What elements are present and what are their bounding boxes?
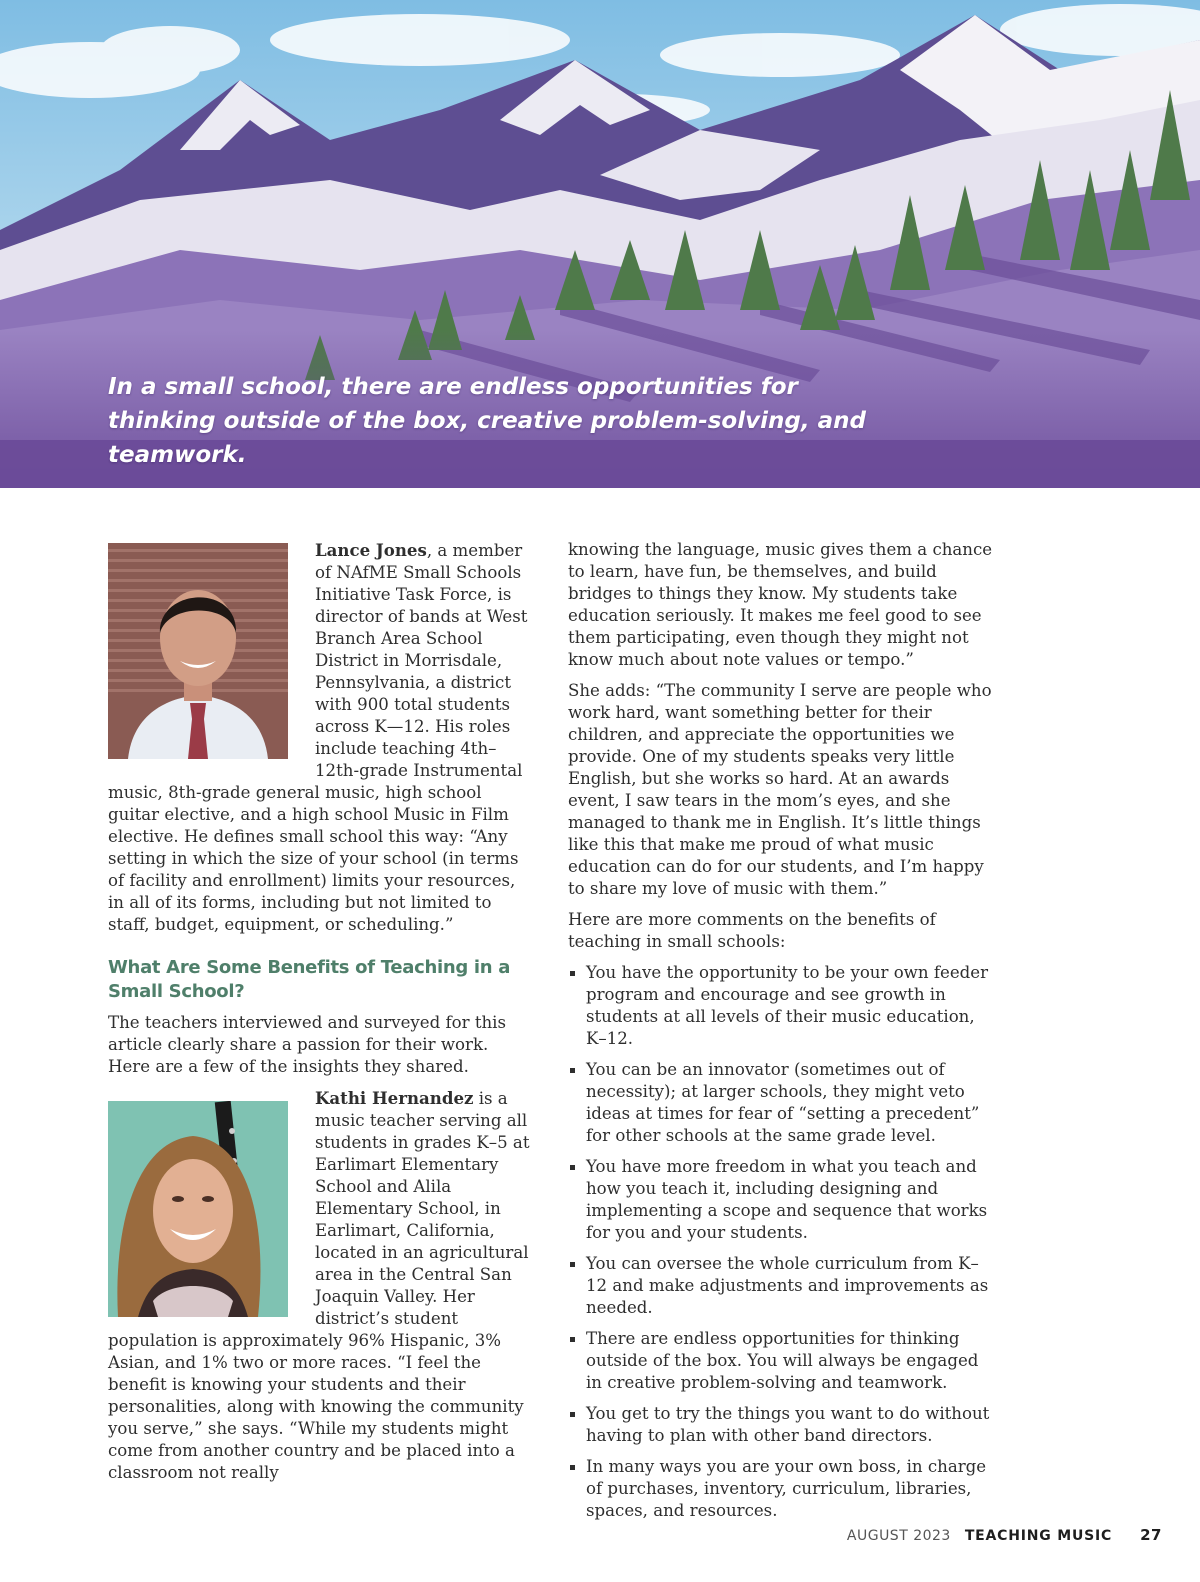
portrait-man-image xyxy=(108,543,288,759)
hero-illustration xyxy=(0,0,1200,488)
page-footer xyxy=(847,1526,1162,1544)
section-heading: What Are Some Benefits of Teaching in a Small School? xyxy=(108,957,511,1002)
list-item: You can be an innovator (sometimes out of necessity); at larger schools, they might veto ideas at times for fear of “setting a precedent” for other schools at the same grade level. xyxy=(568,1059,996,1147)
continuation-paragraph: knowing the language, music gives them a chance to learn, have fun, be themselves, and build bridges to things they know. My students take education seriously. It makes me feel good to see them participating, even though they might not know much about note values or tempo.” xyxy=(568,540,993,669)
bio-text-kathi-hernandez: is a music teacher serving all students in grades K–5 at Earlimart Elementary School and Alila Elementary School, in Earlimart, California, located in an agricultural area in the Central San Joaquin Valley. Her district’s student population is approximately 96% Hispanic, 3% Asian, and 1% two or more races. “I feel the benefit is knowing your students and their personalities, along with knowing the community you serve,” she says. “While my students might come from another country and be placed into a classroom not really xyxy=(108,1089,530,1482)
bio-name-lance-jones: Lance Jones xyxy=(315,540,427,560)
pull-quote: In a small school, there are endless opportunities for thinking outside of the box, creative problem-solving, and teamwork. xyxy=(108,374,866,468)
kathi-hernandez-photo xyxy=(108,1101,288,1317)
list-item: There are endless opportunities for thinking outside of the box. You will always be engaged in creative problem-solving and teamwork. xyxy=(568,1328,996,1394)
quote-paragraph: She adds: “The community I serve are people who work hard, want something better for their children, and appreciate the opportunities we provide. One of my students speaks very little English, but she works so hard. At an awards event, I saw tears in the mom’s eyes, and she managed to thank me in English. It’s little things like this that make me proud of what music education can do for our students, and I’m happy to share my love of music with them.” xyxy=(568,681,992,898)
intro-paragraph: The teachers interviewed and surveyed for this article clearly share a passion for their work. Here are a few of the insights they shared. xyxy=(108,1013,507,1076)
list-item: You can oversee the whole curriculum from K–12 and make adjustments and improvements as needed. xyxy=(568,1253,996,1319)
list-item: You get to try the things you want to do without having to plan with other band directors. xyxy=(568,1403,996,1447)
issue-date: AUGUST 2023 xyxy=(846,1528,951,1544)
portrait-woman-image xyxy=(108,1101,288,1317)
magazine-name: TEACHING MUSIC xyxy=(964,1528,1113,1544)
benefits-list xyxy=(568,962,996,1522)
list-item: You have more freedom in what you teach and how you teach it, including designing and implementing a scope and sequence that works for you and your students. xyxy=(568,1156,996,1244)
list-item: You have the opportunity to be your own feeder program and encourage and see growth in students at all levels of their music education, K–12. xyxy=(568,962,996,1050)
bio-name-kathi-hernandez: Kathi Hernandez xyxy=(315,1088,474,1108)
list-item: In many ways you are your own boss, in charge of purchases, inventory, curriculum, libraries, spaces, and resources. xyxy=(568,1456,996,1522)
left-column xyxy=(108,539,532,1493)
lead-in-paragraph: Here are more comments on the benefits of teaching in small schools: xyxy=(568,910,936,951)
lance-jones-photo xyxy=(108,543,288,759)
page-number: 27 xyxy=(1140,1526,1162,1544)
bio-text-lance-jones: , a member of NAfME Small Schools Initiative Task Force, is director of bands at West Branch Area School District in Morrisdale, Pennsylvania, a district with 900 total students across K—12. His roles include teaching 4th–12th-grade Instrumental music, 8th-grade general music, high school guitar elective, and a high school Music in Film elective. He defines small school this way: “Any setting in which the size of your school (in terms of facility and enrollment) limits your resources, in all of its forms, including but not limited to staff, budget, equipment, or scheduling.” xyxy=(108,541,528,934)
right-column xyxy=(568,539,996,1531)
